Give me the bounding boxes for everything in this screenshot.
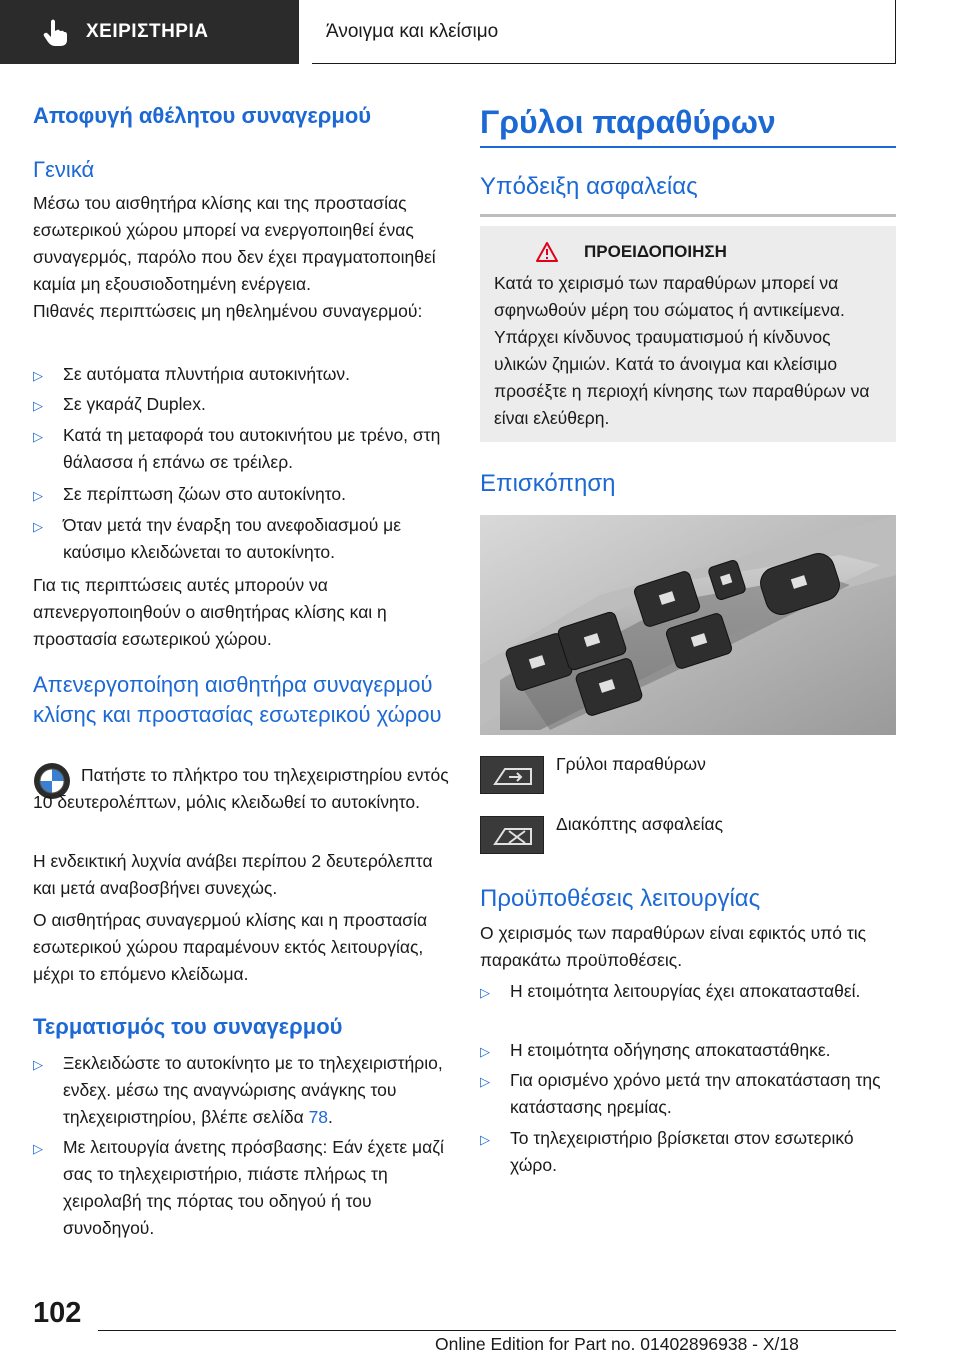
heading-prerequisites: Προϋποθέσεις λειτουργίας (480, 885, 761, 912)
window-switch-icon (480, 756, 544, 794)
title-rule (480, 146, 896, 148)
list-item: ▷ Όταν μετά την έναρξη του ανεφοδιασμού με καύσιμο κλειδώνεται το αυτοκίνητο. (33, 512, 451, 566)
list-item: ▷ Σε περίπτωση ζώων στο αυτοκίνητο. (33, 481, 451, 509)
bullet-triangle-icon: ▷ (480, 985, 490, 1000)
bullet-triangle-icon: ▷ (33, 368, 43, 383)
page-reference-link[interactable]: 78 (308, 1107, 329, 1127)
bullet-triangle-icon: ▷ (33, 429, 43, 444)
list-item: ▷ Για ορισμένο χρόνο μετά την αποκατάσταση της κατάστασης ηρεμίας. (480, 1067, 896, 1121)
warning-box (480, 226, 896, 442)
footer-rule (98, 1330, 896, 1331)
paragraph-prerequisites: Ο χειρισμός των παραθύρων είναι εφικτός υπό τις παρακάτω προϋποθέσεις. (480, 923, 867, 970)
edition-text: Online Edition for Part no. 01402896938 - X/18 (435, 1334, 799, 1354)
legend-safety-switch: Διακόπτης ασφαλείας (556, 814, 724, 834)
list-item: ▷ Ξεκλειδώστε το αυτοκίνητο με το τηλεχειριστήριο, ενδεχ. μέσω της αναγνώρισης ανάγκης του τηλεχειριστηρίου, βλέπε σελίδα 78. (33, 1050, 451, 1131)
divider (480, 214, 896, 217)
bullet-triangle-icon: ▷ (33, 1057, 43, 1072)
list-item: ▷ Κατά τη μεταφορά του αυτοκινήτου με τρένο, στη θάλασσα ή επάνω σε τρέιλερ. (33, 422, 451, 476)
warning-text: Κατά το χειρισμό των παραθύρων μπορεί να σφηνωθούν μέρη του σώματος ή αντικείμενα. Υπάρχει κίνδυνος τραυματισμού ή κίνδυνος υλικών ζημιών. Κατά το άνοιγμα και κλείσιμο προσέξτε η περιοχή κίνησης των παραθύρων να είναι ελεύθερη. (494, 273, 870, 428)
paragraph-general-1: Μέσω του αισθητήρα κλίσης και της προστασίας εσωτερικού χώρου μπορεί να ενεργοποιηθεί ένας συναγερμός, παρόλο που δεν έχει πραγματοποιηθεί καμία μη εξουσιοδοτημένη ενέργεια. (33, 193, 436, 294)
bullet-triangle-icon: ▷ (33, 519, 43, 534)
paragraph-deactivate-1: Πατήστε το πλήκτρο του τηλεχειριστηρίου εντός 10 δευτερολέπτων, μόλις κλειδωθεί το αυτοκίνητο. (33, 765, 449, 812)
header-section-tab (0, 0, 299, 64)
paragraph-deactivate-3: Ο αισθητήρας συναγερμού κλίσης και η προστασία εσωτερικού χώρου παραμένουν εκτός λειτουργίας, μέχρι το επόμενο κλείδωμα. (33, 910, 428, 984)
list-item: ▷ Με λειτουργία άνετης πρόσβασης: Εάν έχετε μαζί σας το τηλεχειριστήριο, πιάστε πλήρως τη χειρολαβή της πόρτας του οδηγού ή του συνοδηγού. (33, 1134, 451, 1242)
bullet-triangle-icon: ▷ (480, 1044, 490, 1059)
paragraph-general-3: Για τις περιπτώσεις αυτές μπορούν να απενεργοποιηθούν ο αισθητήρας κλίσης και η προστασία εσωτερικού χώρου. (33, 575, 387, 649)
heading-power-windows: Γρύλοι παραθύρων (480, 104, 776, 140)
heading-terminate-alarm: Τερματισμός του συναγερμού (33, 1014, 343, 1039)
bullet-triangle-icon: ▷ (33, 1141, 43, 1156)
heading-general: Γενικά (33, 157, 95, 182)
heading-safety-note: Υπόδειξη ασφαλείας (480, 173, 698, 200)
bullet-triangle-icon: ▷ (33, 398, 43, 413)
paragraph-deactivate-2: Η ενδεικτική λυχνία ανάβει περίπου 2 δευτερόλεπτα και μετά αναβοσβήνει συνεχώς. (33, 851, 433, 898)
paragraph-general-2: Πιθανές περιπτώσεις μη ηθελημένου συναγερμού: (33, 301, 423, 321)
bullet-triangle-icon: ▷ (480, 1074, 490, 1089)
legend-power-windows: Γρύλοι παραθύρων (556, 754, 706, 774)
header-subsection (312, 0, 896, 64)
section-title: ΧΕΙΡΙΣΤΗΡΙΑ (86, 21, 209, 42)
heading-overview: Επισκόπηση (480, 470, 616, 497)
heading-deactivate: Απενεργοποίηση αισθητήρα συναγερμού κλίσης και προστασίας εσωτερικού χώρου (33, 672, 442, 727)
hand-pointer-icon (42, 17, 70, 47)
safety-switch-icon (480, 816, 544, 854)
warning-triangle-icon (536, 242, 558, 262)
list-item: ▷ Η ετοιμότητα οδήγησης αποκαταστάθηκε. (480, 1037, 896, 1065)
list-item: ▷ Το τηλεχειριστήριο βρίσκεται στον εσωτερικό χώρο. (480, 1125, 896, 1179)
heading-avoid-alarm: Αποφυγή αθέλητου συναγερμού (33, 103, 372, 128)
warning-label: ΠΡΟΕΙΔΟΠΟΙΗΣΗ (584, 242, 727, 261)
window-switches-photo (480, 515, 896, 735)
list-item: ▷ Σε γκαράζ Duplex. (33, 391, 451, 419)
list-item: ▷ Η ετοιμότητα λειτουργίας έχει αποκατασταθεί. (480, 978, 896, 1006)
subsection-title: Άνοιγμα και κλείσιμο (326, 20, 499, 42)
bullet-triangle-icon: ▷ (33, 488, 43, 503)
page-number: 102 (33, 1297, 82, 1329)
bullet-triangle-icon: ▷ (480, 1132, 490, 1147)
list-item: ▷ Σε αυτόματα πλυντήρια αυτοκινήτων. (33, 361, 451, 389)
